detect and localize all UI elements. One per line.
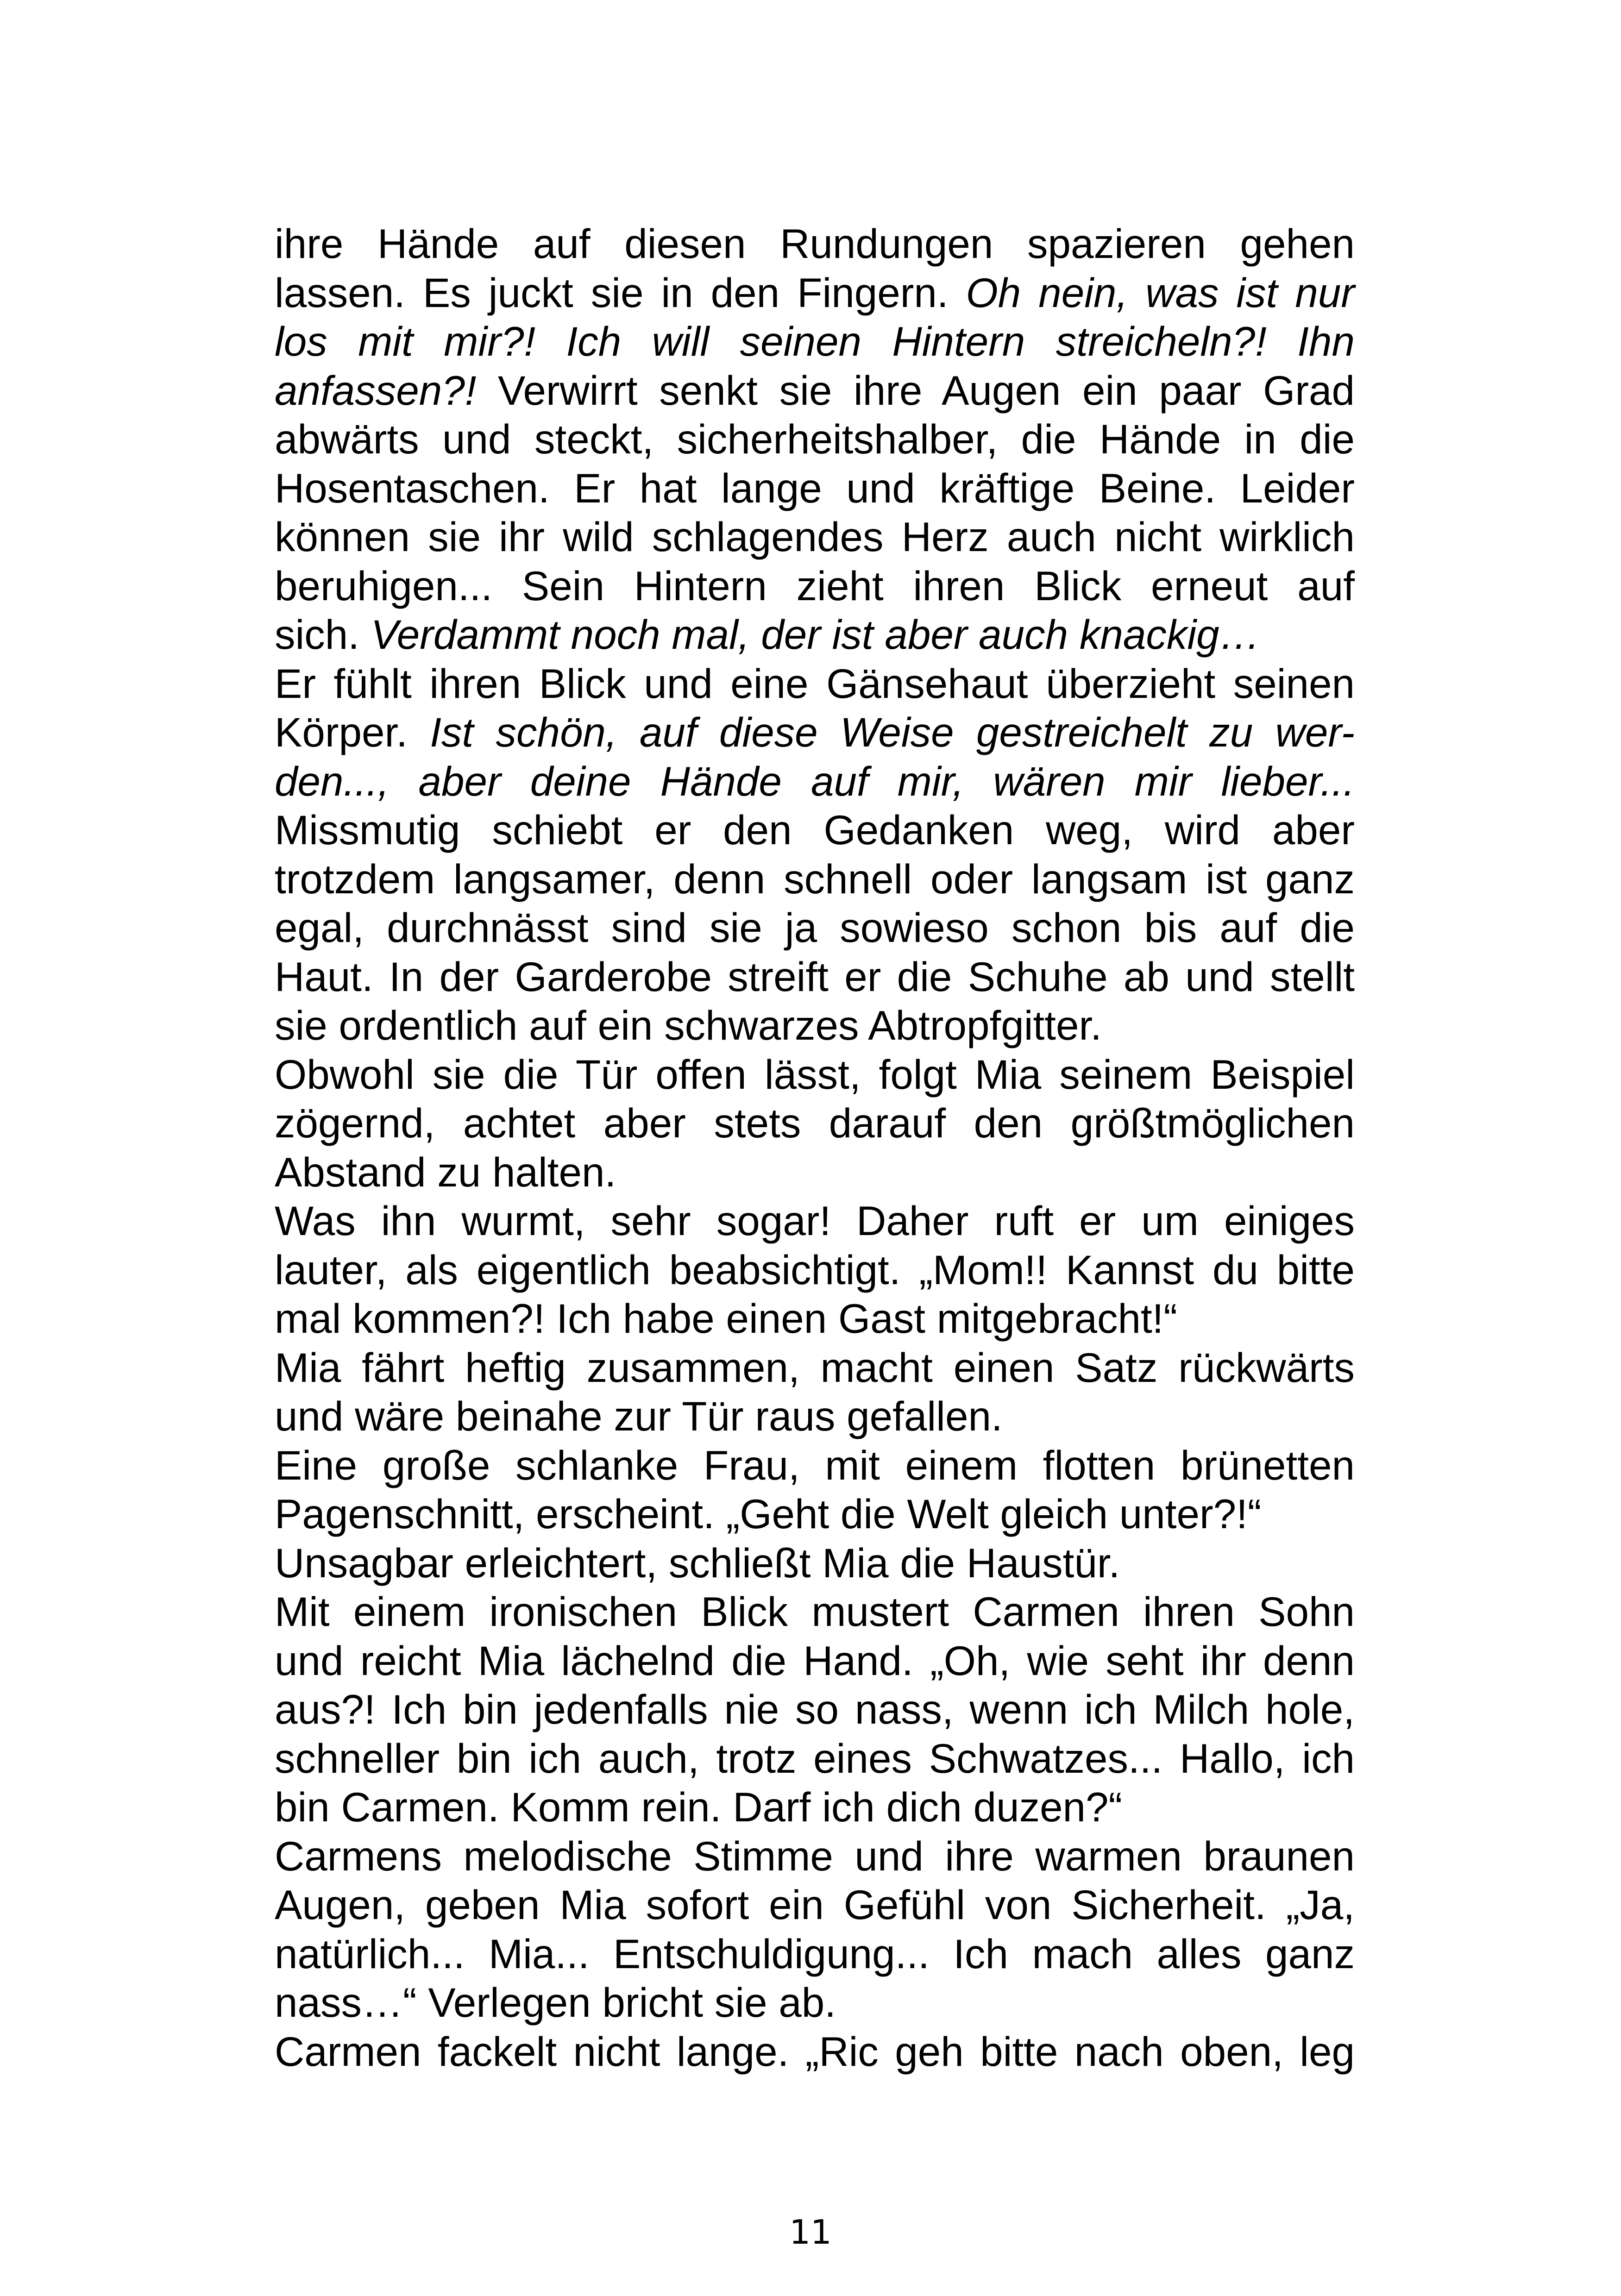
- text-line: [275, 366, 1355, 415]
- text-run: und reicht Mia lächelnd die Hand. „Oh, wie seht ihr denn: [275, 1637, 1355, 1684]
- text-run: Carmen fackelt nicht lange. „Ric geh bitte nach oben, leg: [275, 2028, 1355, 2075]
- text-run: Eine große schlanke Frau, mit einem flotten brünetten: [275, 1442, 1355, 1488]
- text-line: [275, 1148, 1355, 1197]
- body-text: [275, 220, 1355, 2076]
- text-run: Missmutig schiebt er den Gedanken weg, wird aber: [275, 807, 1355, 853]
- text-line: [275, 708, 1355, 757]
- text-line: [275, 220, 1355, 269]
- italic-text-run: Verdammt noch mal, der ist aber auch knackig…: [371, 611, 1261, 658]
- text-line: [275, 1050, 1355, 1099]
- text-run: beruhigen... Sein Hintern zieht ihren Blick erneut auf: [275, 562, 1355, 609]
- text-line: [275, 1392, 1355, 1441]
- text-line: [275, 1246, 1355, 1295]
- text-run: mal kommen?! Ich habe einen Gast mitgebracht!“: [275, 1295, 1178, 1342]
- text-line: [275, 757, 1355, 806]
- text-run: lauter, als eigentlich beabsichtigt. „Mom!! Kannst du bitte: [275, 1246, 1355, 1293]
- italic-text-run: los mit mir?! Ich will seinen Hintern streicheln?! Ihn: [275, 318, 1355, 364]
- text-line: [275, 1685, 1355, 1734]
- text-line: [275, 1783, 1355, 1832]
- text-run: Unsagbar erleichtert, schließt Mia die Haustür.: [275, 1539, 1120, 1586]
- text-run: abwärts und steckt, sicherheitshalber, die Hände in die: [275, 416, 1355, 462]
- text-run: Pagenschnitt, erscheint. „Geht die Welt gleich unter?!“: [275, 1491, 1262, 1537]
- text-run: Carmens melodische Stimme und ihre warmen braunen: [275, 1832, 1355, 1879]
- text-run: Verwirrt senkt sie ihre Augen ein paar Grad: [476, 367, 1355, 414]
- text-line: [275, 1832, 1355, 1881]
- text-run: aus?! Ich bin jedenfalls nie so nass, wenn ich Milch hole,: [275, 1686, 1355, 1732]
- text-line: [275, 1637, 1355, 1686]
- text-line: [275, 1930, 1355, 1979]
- text-line: [275, 562, 1355, 611]
- text-run: trotzdem langsamer, denn schnell oder langsam ist ganz: [275, 855, 1355, 902]
- text-run: egal, durchnässt sind sie ja sowieso schon bis auf die: [275, 904, 1355, 951]
- text-line: [275, 2027, 1355, 2076]
- text-run: und wäre beinahe zur Tür raus gefallen.: [275, 1393, 1003, 1439]
- text-run: Obwohl sie die Tür offen lässt, folgt Mia seinem Beispiel: [275, 1051, 1355, 1098]
- text-run: natürlich... Mia... Entschuldigung... Ich mach alles ganz: [275, 1930, 1355, 1977]
- text-line: [275, 855, 1355, 904]
- text-run: sie ordentlich auf ein schwarzes Abtropfgitter.: [275, 1002, 1102, 1048]
- text-line: [275, 1734, 1355, 1783]
- text-line: [275, 513, 1355, 562]
- italic-text-run: Oh nein, was ist nur: [966, 269, 1355, 316]
- text-run: Er fühlt ihren Blick und eine Gänsehaut überzieht seinen: [275, 660, 1355, 707]
- text-line: [275, 1881, 1355, 1930]
- text-line: [275, 903, 1355, 953]
- text-line: [275, 269, 1355, 318]
- text-line: [275, 1441, 1355, 1490]
- text-run: Körper.: [275, 709, 430, 755]
- text-run: Mia fährt heftig zusammen, macht einen Satz rückwärts: [275, 1344, 1355, 1391]
- text-run: Augen, geben Mia sofort ein Gefühl von Sicherheit. „Ja,: [275, 1882, 1355, 1928]
- text-run: Haut. In der Garderobe streift er die Schuhe ab und stellt: [275, 953, 1355, 1000]
- text-line: [275, 1343, 1355, 1393]
- text-line: [275, 1490, 1355, 1539]
- text-run: Was ihn wurmt, sehr sogar! Daher ruft er um einiges: [275, 1198, 1355, 1244]
- text-run: schneller bin ich auch, trotz eines Schwatzes... Hallo, ich: [275, 1735, 1355, 1782]
- text-run: Abstand zu halten.: [275, 1148, 616, 1195]
- text-run: sich.: [275, 611, 371, 658]
- italic-text-run: den..., aber deine Hände auf mir, wären mir lieber...: [275, 758, 1355, 804]
- text-run: Hosentaschen. Er hat lange und kräftige Beine. Leider: [275, 464, 1355, 511]
- text-line: [275, 1587, 1355, 1637]
- italic-text-run: Ist schön, auf diese Weise gestreichelt zu wer-: [430, 709, 1355, 755]
- text-run: können sie ihr wild schlagendes Herz auch nicht wirklich: [275, 514, 1355, 560]
- text-run: Mit einem ironischen Blick mustert Carmen ihren Sohn: [275, 1588, 1355, 1635]
- text-line: [275, 464, 1355, 513]
- text-line: [275, 610, 1355, 659]
- text-line: [275, 1539, 1355, 1588]
- italic-text-run: anfassen?!: [275, 367, 477, 414]
- text-run: bin Carmen. Komm rein. Darf ich dich duzen?“: [275, 1784, 1123, 1830]
- page-number: 11: [789, 2213, 832, 2252]
- text-line: [275, 1978, 1355, 2027]
- text-line: [275, 1099, 1355, 1148]
- text-line: [275, 1197, 1355, 1246]
- text-line: [275, 1294, 1355, 1343]
- text-line: [275, 953, 1355, 1002]
- text-run: zögernd, achtet aber stets darauf den größtmöglichen: [275, 1100, 1355, 1146]
- text-run: nass…“ Verlegen bricht sie ab.: [275, 1979, 836, 2026]
- text-line: [275, 806, 1355, 855]
- text-line: [275, 317, 1355, 366]
- text-line: [275, 415, 1355, 464]
- text-line: [275, 659, 1355, 709]
- text-run: ihre Hände auf diesen Rundungen spazieren gehen: [275, 220, 1355, 267]
- text-line: [275, 1001, 1355, 1050]
- text-run: lassen. Es juckt sie in den Fingern.: [275, 269, 966, 316]
